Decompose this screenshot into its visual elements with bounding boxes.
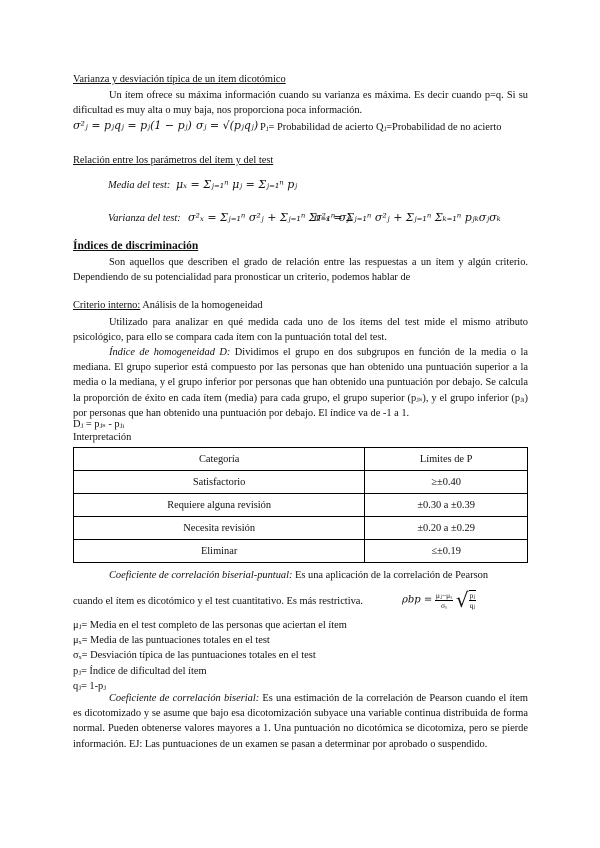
point-biserial-text-2: cuando el ítem es dicotómico y el test cuantitativo. Es más restrictiva. — [73, 596, 363, 607]
formula-denominator: σₓ — [440, 600, 448, 610]
table-cell: Requiere alguna revisión — [74, 494, 365, 517]
formula-sqrt-denominator: qⱼ — [469, 601, 476, 610]
internal-criterion-rest: Análisis de la homogeneidad — [140, 300, 263, 311]
table-cell: ±0.20 a ±0.29 — [365, 517, 528, 540]
section-heading-relation: Relación entre los parámetros del ítem y del test — [73, 155, 274, 166]
formula-sqrt-numerator: pⱼ — [469, 591, 476, 600]
list-item: μₓ= Media de las puntuaciones totales en el test — [73, 635, 270, 647]
table-row — [74, 494, 528, 517]
homogeneity-index-label: Índice de homogeneidad D: — [109, 347, 231, 358]
table-row — [74, 517, 528, 540]
formula-numerator: μⱼ−μₓ — [435, 590, 453, 600]
homogeneity-index-text: Dividimos el grupo en dos subgrupos en función de la media o la mediana. El grupo superior está compuesto por las personas que han obtenido una puntuación superior a la media o la mediana, y el grupo inferior por personas que han obtenido una puntuación por debajo. Se calcula la proporción de éxito en cada ítem (media) para cada grupo, el grupo superior (pⱼₛ), y el grupo inferior (pⱼᵢ) por personas que han obtenido una puntuación por debajo. El índice va de -1 a 1. — [73, 347, 528, 419]
table-header-row — [74, 448, 528, 471]
table-cell: Eliminar — [74, 540, 365, 563]
table-header-cell: Límites de P — [365, 448, 528, 471]
point-biserial-text: Es una aplicación de la correlación de Pearson — [292, 570, 489, 581]
formula-test-mean: μₓ = Σⱼ₌₁ⁿ μⱼ = Σⱼ₌₁ⁿ pⱼ — [176, 178, 298, 191]
formula-sqrt-fraction — [469, 590, 477, 610]
formula-fraction — [435, 591, 453, 610]
list-item: qⱼ= 1-pⱼ — [73, 680, 106, 692]
interpretation-label: Interpretación — [73, 432, 132, 443]
paragraph-homogeneity: Utilizado para analizar en qué medida cada uno de los ítems del test mide el mismo atributo psicológico, para ello se compara cada ítem con la puntuación total del test. — [73, 317, 528, 344]
formula-test-variance-1: σ²ₓ = Σⱼ₌₁ⁿ σ²ⱼ + Σⱼ₌₁ⁿ Σₖ₌₁ⁿ σⱼₖ — [188, 211, 354, 224]
table-cell: ≤±0.19 — [365, 540, 528, 563]
formula-lhs: ρbp = — [402, 594, 433, 606]
interpretation-table — [73, 447, 528, 563]
paragraph-homogeneity-index — [73, 345, 528, 421]
list-item: μⱼ= Media en el test completo de las personas que aciertan el ítem — [73, 620, 347, 631]
formula-d-index: Dⱼ = pⱼₛ - pⱼᵢ — [73, 419, 125, 430]
point-biserial-label: Coeficiente de correlación biserial-puntual: — [109, 570, 293, 581]
list-item: pⱼ= Índice de dificultad del ítem — [73, 665, 207, 677]
formula-item-variance: σ²ⱼ = pⱼqⱼ = pⱼ(1 − pⱼ) — [73, 119, 192, 132]
formula-item-sd: σⱼ = √(pⱼqⱼ) — [196, 119, 259, 132]
paragraph-discrimination: Son aquellos que describen el grado de relación entre las respuestas a un ítem y algún criterio. Dependiendo de su potencialidad para pronosticar un criterio, podemos hablar de — [73, 257, 528, 284]
table-header-cell: Categoría — [74, 448, 365, 471]
paragraph-biserial — [73, 691, 528, 752]
definitions-list — [73, 618, 347, 694]
formula-point-biserial — [402, 588, 476, 616]
section-heading-discrimination: Índices de discriminación — [73, 240, 199, 252]
paragraph-variance: Un ítem ofrece su máxima información cuando su varianza es máxima. Es decir cuando p=q. Si su dificultad es muy alta o muy baja, nos proporciona poca información. — [73, 90, 528, 117]
biserial-text: Es una estimación de la correlación de Pearson cuando el ítem es dicotomizado y se asume que bajo esa dicotomización subyace una variable continua distribuida de forma normal. Pueden obtenerse valores mayores a 1. Una puntuación no dicotómica se dicotomiza, pero se pierde información. EJ: Las puntuaciones de un examen se pasan a determinar por aprobado o suspendido. — [73, 693, 528, 750]
table-row — [74, 540, 528, 563]
point-biserial-line — [109, 570, 488, 581]
table-cell: Necesita revisión — [74, 517, 365, 540]
sqrt-icon: √ — [455, 588, 469, 612]
table-cell: ≥±0.40 — [365, 471, 528, 494]
section-heading-internal — [73, 300, 263, 311]
table-cell: Satisfactorio — [74, 471, 365, 494]
biserial-label: Coeficiente de correlación biserial: — [109, 693, 260, 704]
formula-note: Pⱼ= Probabilidad de acierto Qⱼ=Probabilidad de no acierto — [260, 122, 502, 133]
internal-criterion-label: Criterio interno: — [73, 300, 141, 311]
media-label: Media del test: — [108, 180, 171, 191]
formula-test-variance-2: σ²ₓ = Σⱼ₌₁ⁿ σ²ⱼ + Σⱼ₌₁ⁿ Σₖ₌₁ⁿ pⱼₖσⱼσₖ — [314, 211, 501, 224]
variance-label: Varianza del test: — [108, 213, 181, 224]
table-row — [74, 471, 528, 494]
section-heading-variance: Varianza y desviación típica de un ítem dicotómico — [73, 74, 286, 85]
list-item: σₓ= Desviación típica de las puntuaciones totales en el test — [73, 650, 316, 662]
table-cell: ±0.30 a ±0.39 — [365, 494, 528, 517]
